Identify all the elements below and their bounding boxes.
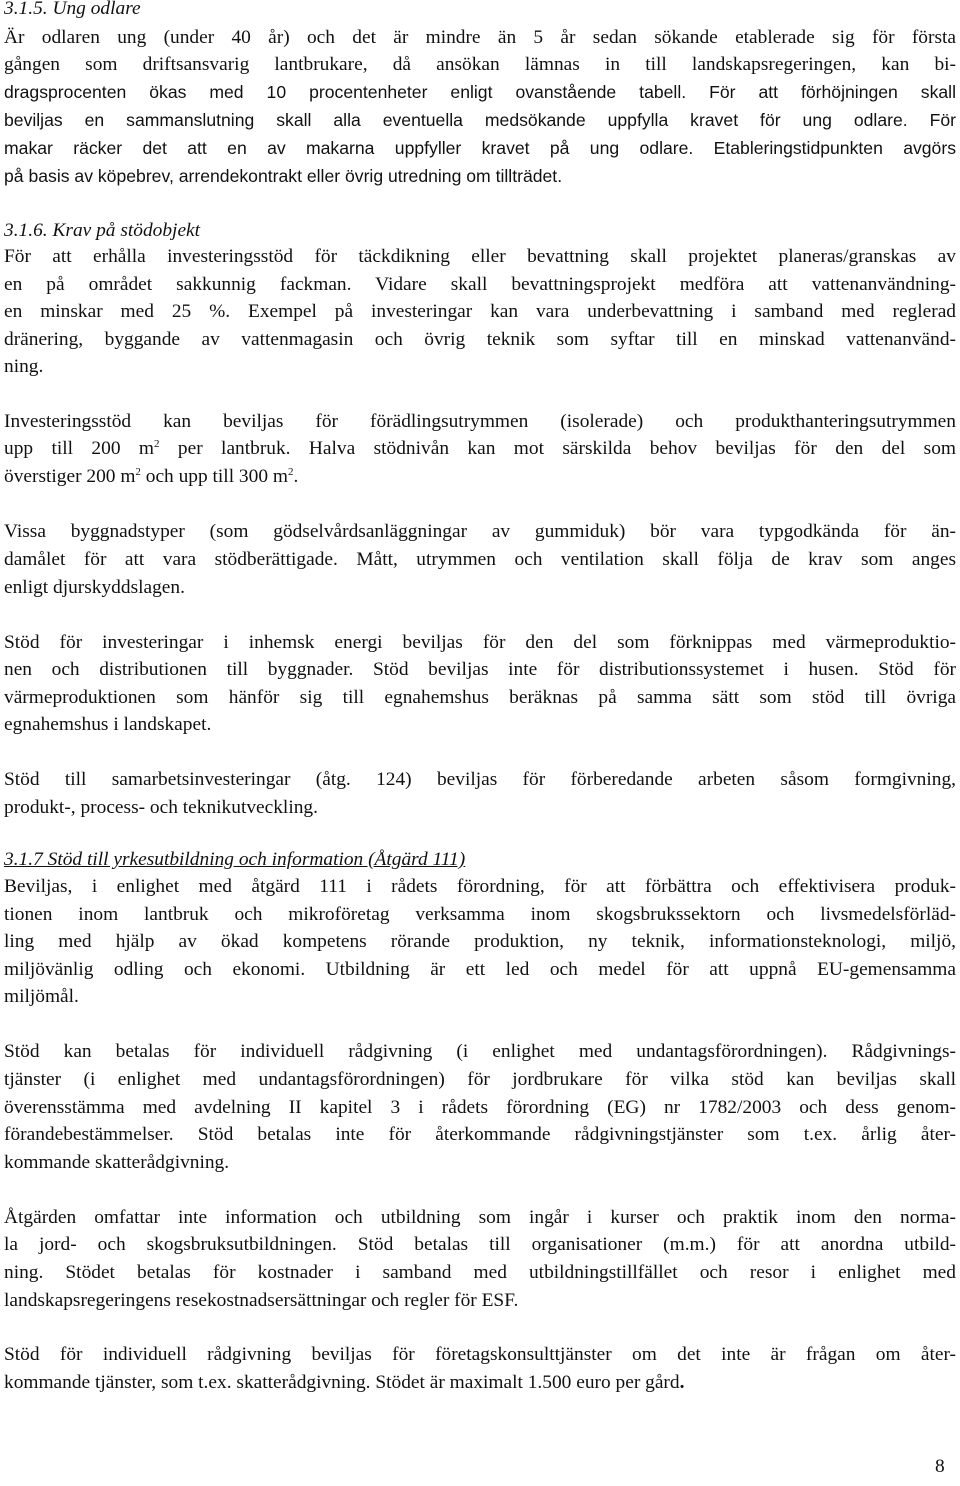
paragraph-line: Vissa byggnadstyper (som gödselvårdsanläggningar av gummiduk) bör vara typgodkända för än- (4, 521, 956, 542)
paragraph-line: la jord- och skogsbruksutbildningen. Stöd betalas till organisationer (m.m.) för att anordna utbild- (4, 1234, 956, 1255)
paragraph-line: enligt djurskyddslagen. (4, 577, 185, 598)
paragraph-line: egnahemshus i landskapet. (4, 714, 212, 735)
paragraph-line: beviljas en sammanslutning skall alla eventuella medsökande uppfylla kravet för ung odlare. För (4, 110, 956, 130)
paragraph-line: produkt-, process- och teknikutveckling. (4, 797, 318, 818)
paragraph-line: Åtgärden omfattar inte information och utbildning som ingår i kurser och praktik inom den norma- (4, 1207, 956, 1228)
paragraph-line: För att erhålla investeringsstöd för täckdikning eller bevattning skall projektet planeras/granskas av (4, 246, 956, 267)
paragraph-line: upp till 200 $m^2$ per lantbruk. Halva stödnivån kan mot särskilda behov beviljas för den del som (4, 438, 956, 459)
paragraph-line: miljömål. (4, 986, 79, 1007)
paragraph-line: landskapsregeringens resekostnadsersättningar och regler för ESF. (4, 1290, 519, 1311)
paragraph-line: tionen inom lantbruk och mikroföretag verksamma inom skogsbrukssektorn och livsmedelsförläd- (4, 904, 956, 925)
paragraph-line: Stöd för investeringar i inhemsk energi beviljas för den del som förknippas med värmeproduktio- (4, 632, 956, 653)
paragraph-line: miljövänlig odling och ekonomi. Utbildning är ett led och medel för att uppnå EU-gemensamma (4, 959, 956, 980)
paragraph-line: förandebestämmelser. Stöd betalas inte för återkommande rådgivningstjänster som t.ex. årlig åter- (4, 1124, 956, 1145)
paragraph-line: överensstämma med avdelning II kapitel 3 i rådets förordning (EG) nr 1782/2003 och dess genom- (4, 1097, 956, 1118)
paragraph-line: en på området sakkunnig fackman. Vidare skall bevattningsprojekt medföra att vattenanvändning- (4, 274, 956, 295)
paragraph-line: på basis av köpebrev, arrendekontrakt eller övrig utredning om tillträdet. (4, 166, 563, 186)
page-number: 8 (935, 1456, 945, 1477)
paragraph-line: ning. Stödet betalas för kostnader i samband med utbildningstillfället och resor i enlighet med (4, 1262, 956, 1283)
paragraph-line: Är odlaren ung (under 40 år) och det är mindre än 5 år sedan sökande etablerade sig för första (4, 27, 956, 48)
paragraph-line: gången som driftsansvarig lantbrukare, då ansökan lämnas in till landskapsregeringen, kan bi- (4, 54, 956, 75)
paragraph-line: kommande tjänster, som t.ex. skatterådgivning. Stödet är maximalt 1.500 euro per gård. (4, 1372, 685, 1393)
paragraph-line: värmeproduktionen som hänför sig till egnahemshus beräknas på samma sätt som stöd till övriga (4, 687, 956, 708)
paragraph-line: tjänster (i enlighet med undantagsförordningen) för jordbrukare för vilka stöd kan beviljas skall (4, 1069, 956, 1090)
section-heading-3-1-5: 3.1.5. Ung odlare (4, 0, 141, 19)
paragraph-line: dränering, byggande av vattenmagasin och övrig teknik som syftar till en minskad vattenanvänd- (4, 329, 956, 350)
paragraph-line: Stöd till samarbetsinvesteringar (åtg. 124) beviljas för förberedande arbeten såsom formgivning, (4, 769, 956, 790)
paragraph-line: ling med hjälp av ökad kompetens rörande produktion, ny teknik, informationsteknologi, miljö, (4, 931, 956, 952)
paragraph-line: Investeringsstöd kan beviljas för förädlingsutrymmen (isolerade) och produkthanteringsutrymmen (4, 411, 956, 432)
paragraph-line: damålet för att vara stödberättigade. Mått, utrymmen och ventilation skall följa de krav som anges (4, 549, 956, 570)
paragraph-line: kommande skatterådgivning. (4, 1152, 230, 1173)
paragraph-line: dragsprocenten ökas med 10 procentenheter enligt ovanstående tabell. För att förhöjningen skall (4, 82, 956, 102)
paragraph-line: Stöd kan betalas för individuell rådgivning (i enlighet med undantagsförordningen). Rådgivnings- (4, 1041, 956, 1062)
paragraph-line: ning. (4, 356, 44, 377)
paragraph-line: Beviljas, i enlighet med åtgärd 111 i rådets förordning, för att förbättra och effektivisera produk- (4, 876, 956, 897)
paragraph-line: överstiger 200 $m^2$ och upp till 300 $m^2$. (4, 466, 299, 487)
paragraph-line: en minskar med 25 %. Exempel på investeringar kan vara underbevattning i samband med reglerad (4, 301, 956, 322)
section-heading-3-1-6: 3.1.6. Krav på stödobjekt (4, 220, 201, 241)
paragraph-line: Stöd för individuell rådgivning beviljas för företagskonsulttjänster om det inte är frågan om åter- (4, 1344, 956, 1365)
paragraph-line: nen och distributionen till byggnader. Stöd beviljas inte för distributionssystemet i husen. Stöd för (4, 659, 956, 680)
section-heading-3-1-7: 3.1.7 Stöd till yrkesutbildning och information (Åtgärd 111) (4, 849, 466, 870)
paragraph-line: makar räcker det att en av makarna uppfyller kravet på ung odlare. Etableringstidpunkten avgörs (4, 138, 956, 158)
